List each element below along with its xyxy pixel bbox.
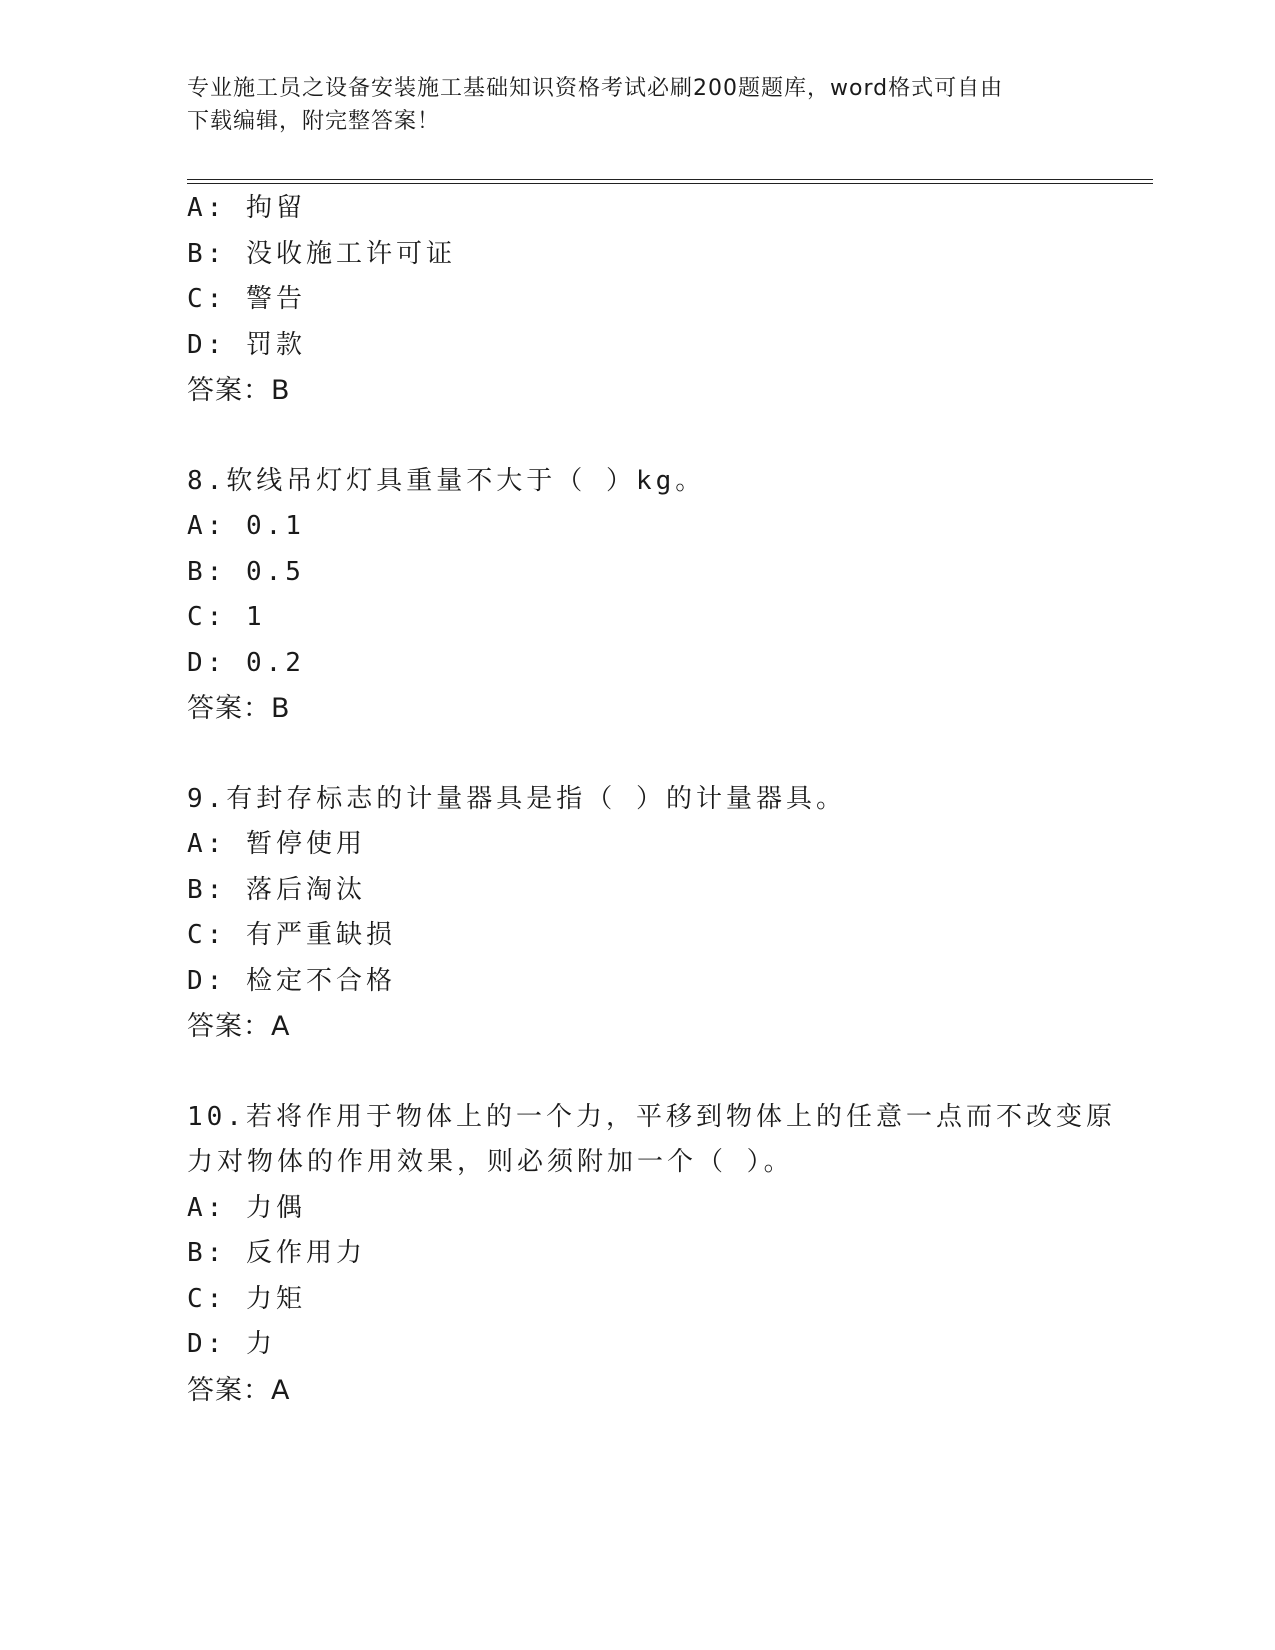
answer-line: 答案：A	[187, 1374, 291, 1406]
option-b: B: 落后淘汰	[187, 874, 366, 905]
document-header	[187, 72, 1067, 138]
question-text-line-2: 力对物体的作用效果，则必须附加一个（ ）。	[187, 1147, 794, 1177]
question-text-line-1: 10.若将作用于物体上的一个力，平移到物体上的任意一点而不改变原	[187, 1101, 1116, 1132]
header-divider-top	[187, 179, 1153, 180]
option-b: B: 反作用力	[187, 1238, 366, 1268]
option-d: D: 力	[187, 1329, 276, 1359]
question-list	[187, 186, 1116, 1413]
block-spacer	[187, 1050, 1087, 1095]
option-c: C: 警告	[187, 284, 306, 314]
block-spacer	[187, 414, 1087, 459]
answer-line: 答案：B	[187, 693, 291, 724]
header-line-1: 专业施工员之设备安装施工基础知识资格考试必刷200题题库，word格式可自由	[187, 76, 1004, 101]
answer-line: 答案：B	[187, 375, 291, 406]
option-a: A: 拘留	[187, 193, 306, 223]
option-c: C: 力矩	[187, 1283, 306, 1314]
question-text: 8.软线吊灯灯具重量不大于（ ）kg。	[187, 465, 706, 496]
question-block-8	[187, 459, 1087, 732]
block-spacer	[187, 732, 1087, 777]
option-a: A: 暂停使用	[187, 829, 366, 859]
option-a: A: 力偶	[187, 1192, 306, 1223]
option-b: B: 没收施工许可证	[187, 238, 456, 269]
header-divider-bottom	[187, 183, 1153, 184]
question-block-9	[187, 777, 1087, 1050]
option-d: D: 罚款	[187, 329, 306, 360]
option-a: A: 0.1	[187, 511, 305, 541]
option-c: C: 有严重缺损	[187, 920, 396, 950]
option-c: C: 1	[187, 602, 266, 632]
answer-line: 答案：A	[187, 1011, 291, 1042]
question-block-10	[187, 1095, 1116, 1414]
option-d: D: 0.2	[187, 647, 305, 678]
question-text: 9.有封存标志的计量器具是指（ ）的计量器具。	[187, 783, 846, 814]
option-b: B: 0.5	[187, 556, 305, 587]
question-block-7	[187, 186, 1087, 414]
header-line-2: 下载编辑，附完整答案！	[187, 109, 441, 134]
option-d: D: 检定不合格	[187, 965, 396, 996]
